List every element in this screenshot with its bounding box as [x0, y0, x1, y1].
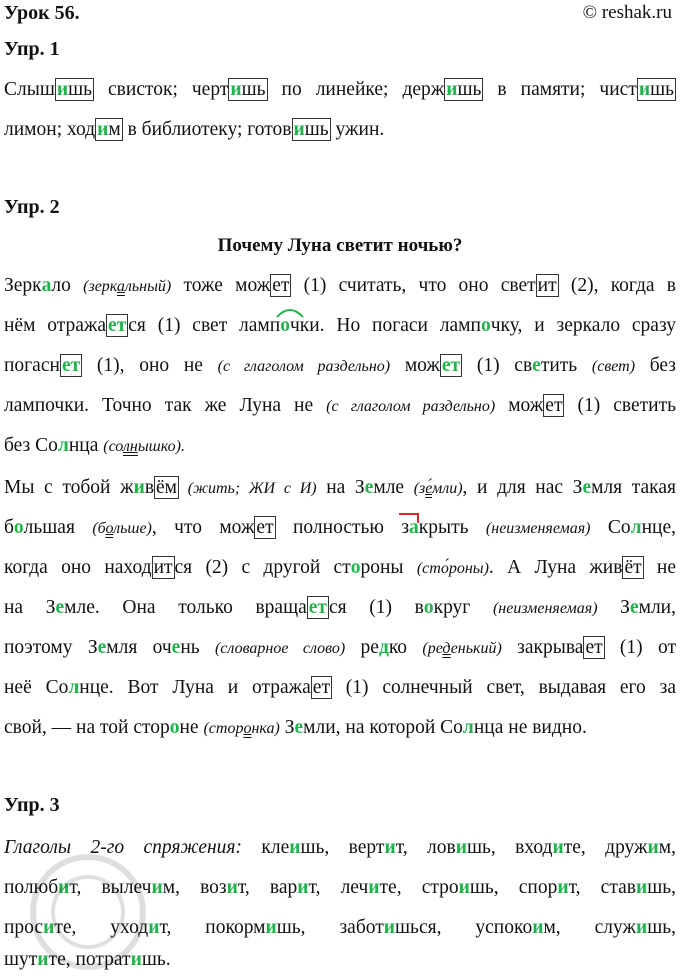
exercise-2-line-6: [4, 474, 676, 502]
exercise-3-title: Упр. 3: [4, 794, 60, 816]
exercise-2-line-11: [4, 674, 676, 702]
text: Мы с тобой ж: [4, 477, 134, 498]
text: ся (1) свет ламп: [128, 315, 281, 336]
exercise-2-line-4: [4, 392, 676, 420]
highlight-letter: и: [557, 877, 569, 898]
text: шь: [457, 79, 482, 100]
text: З: [279, 717, 295, 738]
text: шь: [68, 79, 93, 100]
exercise-3-line-3: [4, 914, 676, 942]
site-watermark: © reshak.ru: [582, 2, 672, 23]
text: полностью: [275, 517, 402, 538]
text: шь, забот: [276, 917, 384, 938]
ending-box: ит: [153, 557, 173, 578]
highlight-letter: е: [582, 477, 592, 498]
text: не: [643, 557, 677, 578]
text: неё Со: [4, 677, 69, 698]
text: шь, верт: [300, 837, 385, 858]
highlight-letter: и: [56, 79, 69, 100]
text: т, вылеч: [69, 877, 152, 898]
exercise-2-line-7: [4, 514, 676, 542]
text: свой, — на той стор: [4, 717, 170, 738]
ending-box: ет: [272, 275, 290, 296]
highlight-letter: и: [230, 79, 242, 100]
text: по линейке; держ: [267, 79, 445, 100]
text: (з: [413, 480, 426, 497]
highlight-letter: л: [630, 517, 642, 538]
text: нь: [180, 637, 215, 658]
text: (со: [103, 438, 123, 455]
lesson-title: Урок 56.: [4, 2, 80, 24]
highlight-letter: и: [635, 877, 648, 898]
highlight-letter: о: [350, 557, 361, 578]
comment: [83, 278, 171, 295]
text: лимон; ход: [4, 119, 96, 140]
text: мля оч: [106, 637, 172, 658]
exercise-2-line-12: [4, 714, 676, 742]
text: те, уход: [54, 917, 149, 938]
text: м, воз: [162, 877, 227, 898]
comment: [422, 640, 501, 657]
text: лампочки. Точно так же Луна не: [4, 395, 327, 416]
text: шь, вход: [466, 837, 553, 858]
text: нца не видно.: [473, 717, 587, 738]
text: кле: [242, 837, 290, 858]
comment: [103, 438, 185, 455]
text: (1) от: [604, 637, 676, 658]
story-title: Почему Луна светит ночью?: [217, 235, 463, 256]
text: ся (1) в: [328, 597, 424, 618]
text: (зерк: [83, 278, 117, 295]
text: мля такая: [591, 477, 676, 498]
text: шь: [650, 79, 674, 100]
comment: (сто́роны): [416, 560, 489, 577]
text: шь,: [647, 877, 676, 898]
exercise-1-title: Упр. 1: [4, 38, 60, 60]
ending-box: [444, 78, 483, 101]
ending-box: ет: [545, 395, 563, 416]
highlight-letter: е: [629, 597, 639, 618]
highlight-letter: о: [480, 315, 491, 336]
highlight-letter: а: [41, 275, 52, 296]
highlight-letter: о: [423, 597, 434, 618]
underlined: о: [105, 520, 114, 537]
text: нём отража: [4, 315, 107, 336]
text: на З: [316, 477, 365, 498]
ending-box: ит: [537, 275, 557, 296]
highlight-letter: е: [97, 637, 107, 658]
text: , что мож: [151, 517, 255, 538]
highlight-letter: и: [151, 877, 163, 898]
text: т, лов: [395, 837, 456, 858]
comment: [92, 520, 152, 537]
text: ло: [51, 275, 84, 296]
highlight-letter: и: [130, 949, 142, 970]
underlined: о: [243, 720, 252, 737]
root-arc-mark: [275, 305, 305, 319]
text: (1) солнечный свет, выдавая его за: [331, 677, 676, 698]
exercise-3-label: Глаголы 2-го спряжения:: [4, 837, 242, 858]
highlight-letter: и: [383, 917, 396, 938]
highlight-letter: е: [294, 717, 304, 738]
highlight-letter: и: [148, 917, 160, 938]
exercise-1-line-2: [4, 116, 676, 144]
highlight-letter: л: [57, 435, 69, 456]
text: мли, на которой Со: [303, 717, 463, 738]
text: нце,: [641, 517, 676, 538]
text: не: [179, 717, 204, 738]
ending-box: [292, 118, 331, 141]
text: мле. Она только враща: [64, 597, 307, 618]
text: Зерк: [4, 275, 42, 296]
prefix-mark: з: [401, 517, 410, 538]
exercise-2-title: Упр. 2: [4, 196, 60, 218]
ending-box: [228, 78, 267, 101]
ending-box: ет: [585, 637, 603, 658]
underlined: д: [442, 640, 451, 657]
text: льше): [113, 520, 152, 537]
exercise-2-line-3: [4, 352, 676, 380]
text: льшая: [23, 517, 93, 538]
highlight-letter: и: [647, 837, 659, 858]
highlight-letter: и: [289, 837, 301, 858]
text: шут: [4, 949, 38, 970]
text: (б: [92, 520, 106, 537]
text: ко: [388, 637, 423, 658]
text: льный): [124, 278, 172, 295]
highlight-letter: и: [97, 119, 109, 140]
ending-box: ет: [441, 355, 461, 376]
highlight-letter: о: [280, 315, 290, 336]
text: б: [4, 517, 14, 538]
text: чки. Но погаси ламп: [289, 315, 481, 336]
highlight-letter: о: [169, 717, 180, 738]
text: (1) считать, что оно свет: [291, 275, 536, 296]
ending-box: ет: [308, 597, 327, 618]
exercise-2-line-5: [4, 432, 676, 460]
highlight-letter: и: [455, 837, 467, 858]
text: (1), оно не: [82, 355, 218, 376]
highlight-letter: и: [458, 877, 470, 898]
text: Со: [590, 517, 631, 538]
text: м,: [658, 837, 676, 858]
text: поэтому З: [4, 637, 98, 658]
text: шь, спор: [469, 877, 558, 898]
text: те, друж: [563, 837, 648, 858]
underlined: е: [425, 480, 432, 497]
text: (1) св: [462, 355, 533, 376]
ending-box: ёт: [624, 557, 642, 578]
text: шь,: [647, 917, 676, 938]
highlight-letter: и: [265, 917, 277, 938]
text: (ре: [422, 640, 443, 657]
exercise-2-line-9: [4, 594, 676, 622]
text: т, став: [568, 877, 636, 898]
text: ышко).: [137, 438, 185, 455]
highlight-letter: и: [446, 79, 458, 100]
text: закрыва: [501, 637, 584, 658]
text: в библиотеку; готов: [122, 119, 292, 140]
highlight-letter: а: [409, 517, 419, 538]
text: тить: [540, 355, 592, 376]
highlight-letter: и: [384, 837, 396, 858]
text: погасн: [4, 355, 60, 376]
ending-box: [95, 118, 123, 141]
text: ся (2) с другой ст: [174, 557, 351, 578]
exercise-3-line-4: [4, 946, 676, 974]
text: мож: [390, 355, 440, 376]
text: тоже мож: [171, 275, 271, 296]
exercise-2-line-10: [4, 634, 676, 662]
highlight-letter: и: [638, 79, 651, 100]
text: (2), когда в: [558, 275, 676, 296]
text: З: [597, 597, 630, 618]
text: шься, успоко: [395, 917, 533, 938]
highlight-letter: и: [532, 917, 544, 938]
text: нце. Вот Луна и отража: [79, 677, 311, 698]
text: шь.: [141, 949, 171, 970]
comment: (неизменяемая): [492, 600, 598, 617]
text: круг: [433, 597, 493, 618]
comment: [203, 720, 279, 737]
text: мож: [495, 395, 544, 416]
text: т, покорм: [159, 917, 266, 938]
text: мле: [373, 477, 414, 498]
text: ре: [345, 637, 379, 658]
ending-box: [55, 78, 94, 101]
highlight-letter: л: [68, 677, 80, 698]
exercise-3-line-2: [4, 874, 676, 902]
text: ужин.: [330, 119, 385, 140]
highlight-letter: и: [552, 837, 564, 858]
highlight-letter: и: [293, 119, 305, 140]
highlight-letter: е: [55, 597, 65, 618]
highlight-letter: д: [378, 637, 389, 658]
text: . А Луна жив: [488, 557, 623, 578]
text: шь: [304, 119, 329, 140]
comment: (с глаголом раздельно): [326, 398, 496, 415]
text: т, вар: [237, 877, 298, 898]
comment: (жить; ЖИ с И): [179, 480, 317, 497]
highlight-letter: и: [37, 949, 49, 970]
text: нца: [68, 435, 104, 456]
ending-box: ет: [108, 315, 127, 336]
highlight-letter: е: [171, 637, 181, 658]
text: м: [108, 119, 121, 140]
text: без: [635, 355, 677, 376]
text: т, леч: [308, 877, 369, 898]
text: те, потрат: [48, 949, 131, 970]
comment: (неизменяемая): [485, 520, 591, 537]
text: роны: [360, 557, 417, 578]
highlight-letter: и: [43, 917, 55, 938]
highlight-letter: и: [133, 477, 145, 498]
text: без Со: [4, 435, 58, 456]
comment: (свет): [591, 358, 636, 375]
text: прос: [4, 917, 44, 938]
highlight-letter: л: [462, 717, 474, 738]
highlight-letter: и: [226, 877, 238, 898]
text: в памяти; чист: [483, 79, 637, 100]
text: мли,: [638, 597, 676, 618]
exercise-2-line-8: [4, 554, 676, 582]
text: шь: [241, 79, 266, 100]
text: енький): [450, 640, 502, 657]
underlined: а: [116, 278, 125, 295]
ending-box: ет: [256, 517, 274, 538]
highlight-letter: и: [58, 877, 70, 898]
text: , и для нас З: [462, 477, 583, 498]
comment: [414, 480, 463, 497]
highlight-letter: о: [13, 517, 24, 538]
exercise-2-line-1: [4, 272, 676, 300]
text: (стор: [203, 720, 244, 737]
text: крыть: [418, 517, 486, 538]
text: в: [144, 477, 155, 498]
exercise-1-line-1: [4, 76, 676, 104]
exercise-3-line-1: [4, 834, 676, 862]
text: чку, и зеркало сразу: [490, 315, 677, 336]
text: ́мли): [432, 480, 463, 497]
text: свисток; черт: [94, 79, 229, 100]
ending-box: ём: [156, 477, 178, 498]
ending-box: ет: [61, 355, 81, 376]
comment: (словарное слово): [214, 640, 346, 657]
highlight-letter: и: [635, 917, 648, 938]
text: когда оно наход: [4, 557, 152, 578]
highlight-letter: и: [368, 877, 380, 898]
text: те, стро: [379, 877, 459, 898]
underlined: лн: [122, 438, 138, 455]
ending-box: ет: [312, 677, 330, 698]
text: м, служ: [543, 917, 636, 938]
text: (1) светить: [564, 395, 677, 416]
text: на З: [4, 597, 56, 618]
highlight-letter: и: [297, 877, 309, 898]
highlight-letter: е: [532, 355, 541, 376]
ending-box: [637, 78, 676, 101]
comment: (с глаголом раздельно): [217, 358, 391, 375]
text: нка): [251, 720, 280, 737]
text: Слыш: [4, 79, 55, 100]
highlight-letter: е: [364, 477, 374, 498]
text: полюб: [4, 877, 59, 898]
exercise-2-line-2: [4, 312, 676, 340]
